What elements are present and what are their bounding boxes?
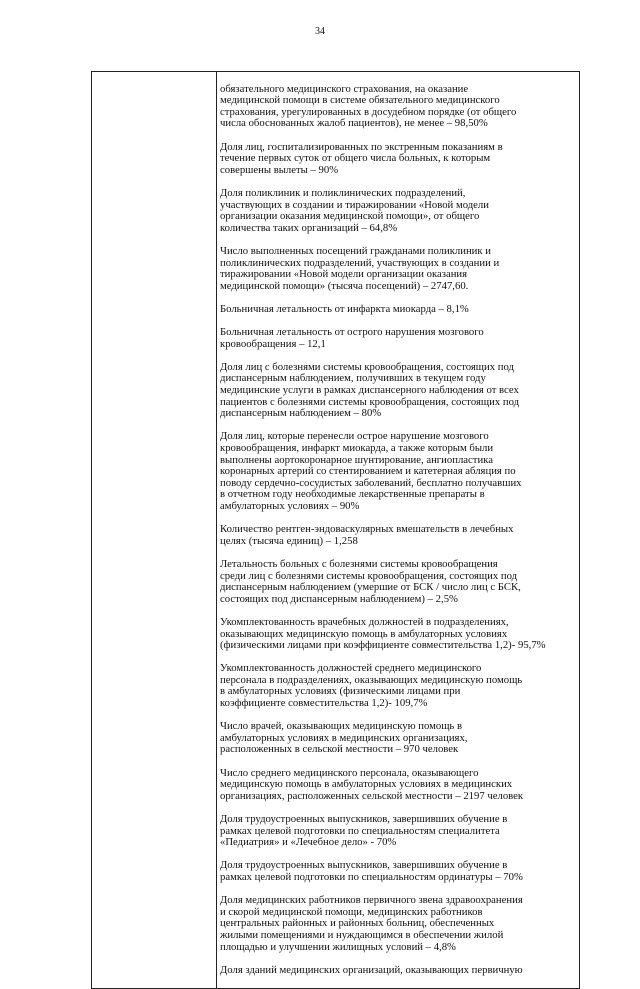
indicator-paragraph: Число врачей, оказывающих медицинскую помощь в амбулаторных условиях в медицинских организациях, расположенных в сельской местности – 970 человек xyxy=(220,720,468,756)
indicator-paragraph: Число среднего медицинского персонала, оказывающего медицинскую помощь в амбулаторных условиях в медицинских организациях, расположенных сельской местности – 2197 человек xyxy=(220,766,524,802)
indicator-paragraph: Больничная летальность от инфаркта миокарда – 8,1% xyxy=(220,302,469,315)
indicator-paragraph: Доля медицинских работников первичного звена здравоохранения и скорой медицинской помощи, медицинских работников центральных районных и районных больниц, обеспеченных жилыми помещениями и нуждающимся в обеспечении жилой площадью и улучшении жилищных условий – 4,8% xyxy=(220,894,523,953)
indicator-paragraph: Доля лиц, которые перенесли острое нарушение мозгового кровообращения, инфаркт миокарда, а также которым были выполнены аортокоронарное шунтирование, ангиопластика коронарных артерий со стентированием и катетерная абляция по поводу сердечно-сосудистых заболеваний, бесплатно получавших в отчетном году необходимые лекарственные препараты в амбулаторных условиях – 90% xyxy=(220,430,522,512)
indicators-text xyxy=(217,72,579,988)
indicator-paragraph: Доля трудоустроенных выпускников, завершивших обучение в рамках целевой подготовки по специальностям ординатуры – 70% xyxy=(220,859,523,883)
page-number: 34 xyxy=(315,26,325,37)
table-cell-right xyxy=(217,72,580,989)
indicator-paragraph: Укомплектованность должностей среднего медицинского персонала в подразделениях, оказывающих медицинскую помощь в амбулаторных условиях (физическими лицами при коэффициенте совместительства 1,2)- 109,7% xyxy=(220,662,523,710)
table-row xyxy=(92,72,580,989)
indicator-paragraph: Больничная летальность от острого нарушения мозгового кровообращения – 12,1 xyxy=(220,326,484,350)
indicator-paragraph: Доля лиц, госпитализированных по экстренным показаниям в течение первых суток от общего числа больных, к которым совершены вылеты – 90% xyxy=(220,140,503,176)
indicator-paragraph: Доля зданий медицинских организаций, оказывающих первичную xyxy=(220,963,523,976)
indicator-paragraph: Доля поликлиник и поликлинических подразделений, участвующих в создании и тиражировании «Новой модели организации оказания медицинской помощи», от общего количества таких организаций – 64,8% xyxy=(220,186,489,234)
indicator-paragraph: Летальность больных с болезнями системы кровообращения среди лиц с болезнями системы кровообращения, состоящих под диспансерным наблюдением (умершие от БСК / число лиц с БСК, состоящих под диспансерным наблюдением) – 2,5% xyxy=(220,557,521,605)
document-table xyxy=(91,71,580,989)
indicator-paragraph: Укомплектованность врачебных должностей в подразделениях, оказывающих медицинскую помощь в амбулаторных условиях (физическими лицами при коэффициенте совместительства 1,2)- 95,7% xyxy=(220,615,546,652)
indicator-paragraph: Доля лиц с болезнями системы кровообращения, состоящих под диспансерным наблюдением, получивших в текущем году медицинские услуги в рамках диспансерного наблюдения от всех пациентов с болезнями системы кровообращения, состоящих под диспансерным наблюдением – 80% xyxy=(220,360,520,420)
indicator-paragraph: обязательного медицинского страхования, на оказание медицинской помощи в системе обязательного медицинского страхования, урегулированных в досудебном порядке (от общего числа обоснованных жалоб пациентов), не менее – 98,50% xyxy=(220,82,517,130)
indicator-paragraph: Количество рентген-эндоваскулярных вмешательств в лечебных целях (тысяча единиц) – 1,258 xyxy=(220,523,514,547)
indicator-paragraph: Число выполненных посещений гражданами поликлиник и поликлинических подразделений, участвующих в создании и тиражировании «Новой модели организации оказания медицинской помощи» (тысяча посещений) – 2747,60. xyxy=(220,244,500,292)
table-cell-left xyxy=(92,72,217,989)
indicator-paragraph: Доля трудоустроенных выпускников, завершивших обучение в рамках целевой подготовки по специальностям специалитета «Педиатрия» и «Лечебное дело» - 70% xyxy=(220,813,508,849)
